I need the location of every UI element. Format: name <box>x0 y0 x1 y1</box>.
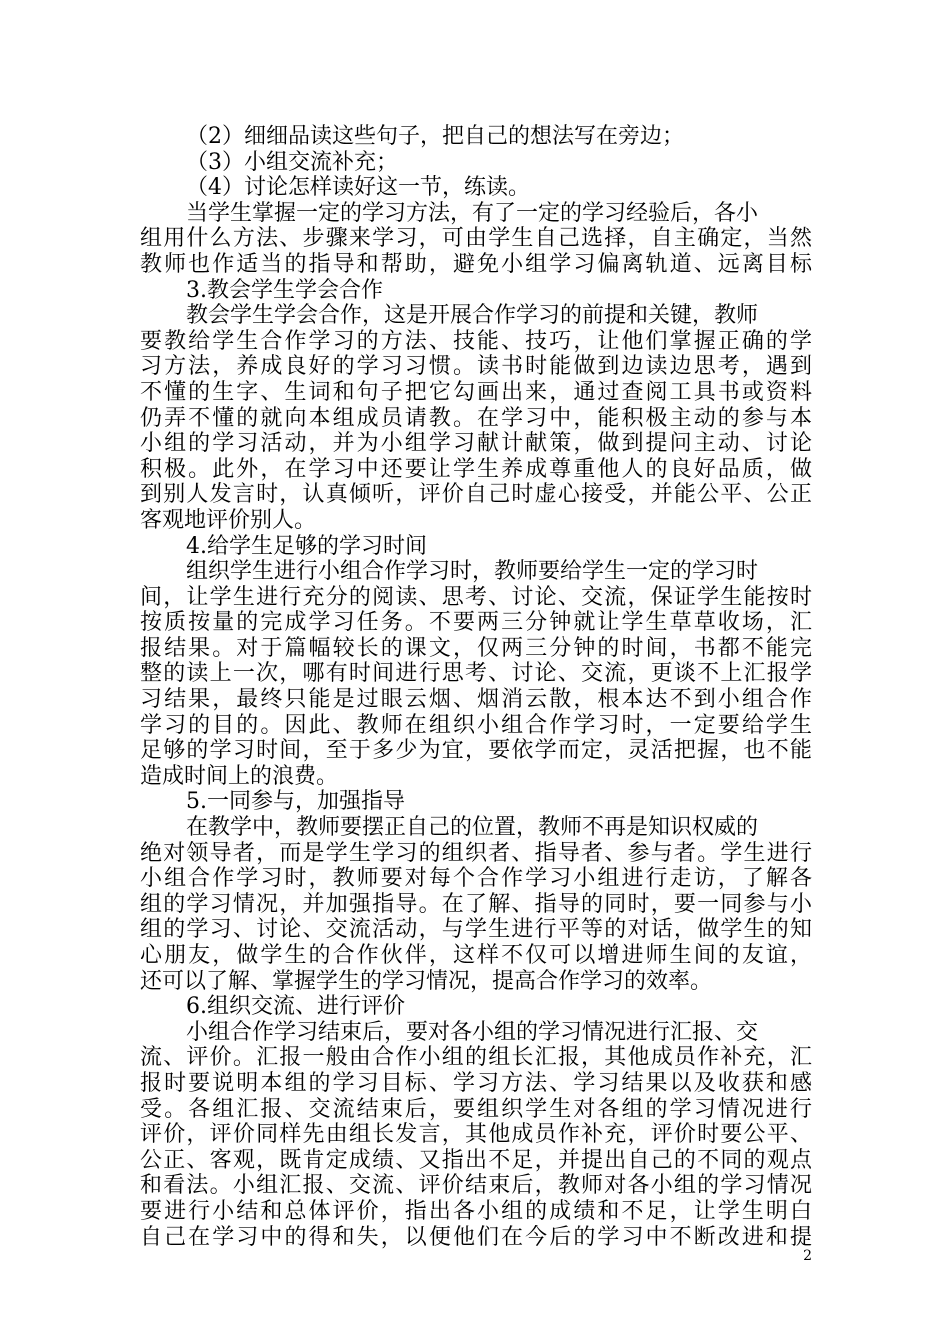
text-line: （2）细细品读这些句子，把自己的想法写在旁边； <box>186 124 684 149</box>
text-line: 心朋友，做学生的合作伙伴，这样不仅可以增进师生间的友谊， <box>140 943 812 968</box>
text-line: 客观地评价别人。 <box>140 507 317 533</box>
section-heading: 5.一同参与，加强指导 <box>186 789 405 815</box>
text-line: 在教学中，教师要摆正自己的位置，教师不再是知识权威的 <box>186 815 759 841</box>
text-line: 造成时间上的浪费。 <box>140 763 339 789</box>
text-line: 要教给学生合作学习的方法、技能、技巧，让他们掌握正确的学 <box>140 328 812 354</box>
text-line: 自己在学习中的得和失，以便他们在今后的学习中不断改进和提 <box>140 1224 812 1250</box>
text-line: 要进行小结和总体评价，指出各小组的成绩和不足，让学生明白 <box>140 1198 812 1224</box>
page-number: 2 <box>803 1248 812 1264</box>
text-line: （4）讨论怎样读好这一节，练读。 <box>186 175 530 201</box>
text-line: 受。各组汇报、交流结束后，要组织学生对各组的学习情况进行 <box>140 1096 812 1122</box>
section-heading: 3.教会学生学会合作 <box>186 277 383 303</box>
text-line: 足够的学习时间，至于多少为宜，要依学而定，灵活把握，也不能 <box>140 738 812 764</box>
text-line: 和看法。小组汇报、交流、评价结束后，教师对各小组的学习情况 <box>140 1173 812 1199</box>
text-line: 组的学习情况，并加强指导。在了解、指导的同时，要一同参与小 <box>140 891 812 917</box>
text-line: 教会学生学会合作，这是开展合作学习的前提和关键，教师 <box>186 303 759 329</box>
text-line: 到别人发言时，认真倾听，评价自己时虚心接受，并能公平、公正 <box>140 482 812 508</box>
text-line: 不懂的生字、生词和句子把它勾画出来，通过查阅工具书或资料 <box>140 379 812 405</box>
text-line: 组织学生进行小组合作学习时，教师要给学生一定的学习时 <box>186 559 759 585</box>
document-body <box>140 124 812 1250</box>
text-line: 按质按量的完成学习任务。不要两三分钟就让学生草草收场，汇 <box>140 610 812 636</box>
text-line: 还可以了解、掌握学生的学习情况，提高合作学习的效率。 <box>140 968 713 994</box>
text-line: 积极。此外，在学习中还要让学生养成尊重他人的良好品质，做 <box>140 456 812 482</box>
text-line: 绝对领导者，而是学生学习的组织者、指导者、参与者。学生进行 <box>140 840 812 866</box>
text-line: 流、评价。汇报一般由合作小组的组长汇报，其他成员作补充，汇 <box>140 1045 812 1071</box>
text-line: 报时要说明本组的学习目标、学习方法、学习结果以及收获和感 <box>140 1070 812 1096</box>
text-line: 评价，评价同样先由组长发言，其他成员作补充，评价时要公平、 <box>140 1122 812 1148</box>
text-line: 公正、客观，既肯定成绩、又指出不足，并提出自己的不同的观点 <box>140 1147 812 1173</box>
text-line: 习结果，最终只能是过眼云烟、烟消云散，根本达不到小组合作 <box>140 687 812 713</box>
text-line: 小组合作学习时，教师要对每个合作学习小组进行走访，了解各 <box>140 866 812 892</box>
text-line: 教师也作适当的指导和帮助，避免小组学习偏离轨道、远离目标 <box>140 251 812 277</box>
section-heading: 6.组织交流、进行评价 <box>186 994 405 1020</box>
section-heading: 4.给学生足够的学习时间 <box>186 533 427 559</box>
text-line: 当学生掌握一定的学习方法，有了一定的学习经验后，各小 <box>186 200 759 226</box>
text-line: 整的读上一次，哪有时间进行思考、讨论、交流，更谈不上汇报学 <box>140 661 812 687</box>
text-line: （3）小组交流补充； <box>186 149 398 175</box>
text-line: 间，让学生进行充分的阅读、思考、讨论、交流，保证学生能按时 <box>140 584 812 610</box>
text-line: 小组的学习活动，并为小组学习献计献策，做到提问主动、讨论 <box>140 431 812 457</box>
text-line: 组的学习、讨论、交流活动，与学生进行平等的对话，做学生的知 <box>140 917 812 943</box>
text-line: 习方法，养成良好的学习习惯。读书时能做到边读边思考，遇到 <box>140 354 812 380</box>
text-line: 小组合作学习结束后，要对各小组的学习情况进行汇报、交 <box>186 1019 759 1045</box>
text-line: 学习的目的。因此、教师在组织小组合作学习时，一定要给学生 <box>140 712 812 738</box>
text-line: 报结果。对于篇幅较长的课文，仅两三分钟的时间，书都不能完 <box>140 635 812 661</box>
text-line: 组用什么方法、步骤来学习，可由学生自己选择，自主确定，当然 <box>140 226 812 252</box>
text-line: 仍弄不懂的就向本组成员请教。在学习中，能积极主动的参与本 <box>140 405 812 431</box>
